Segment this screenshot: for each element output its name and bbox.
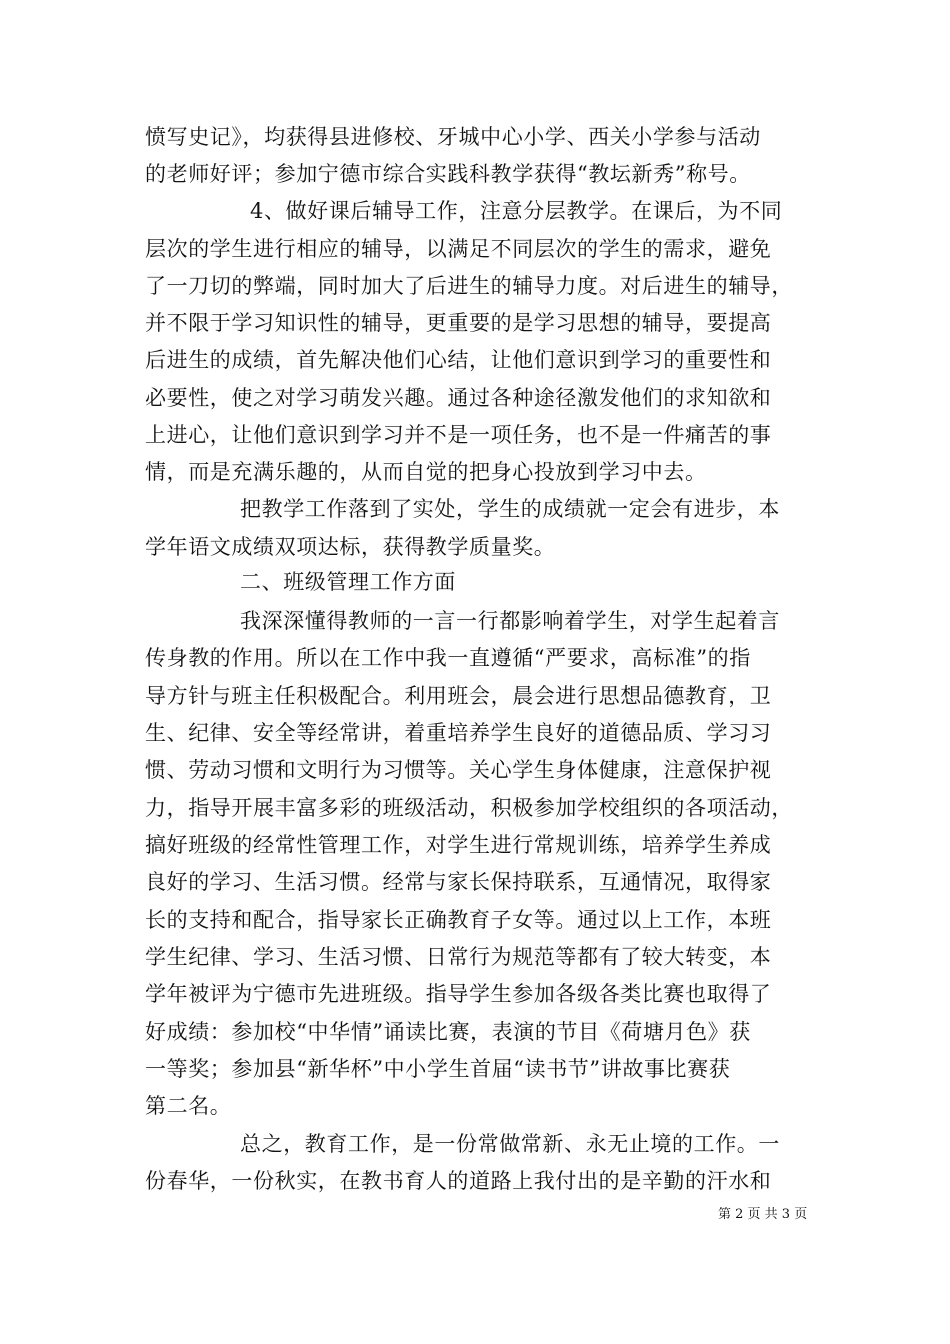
text-line: 搞好班级的经常性管理工作，对学生进行常规训练，培养学生养成	[145, 833, 772, 857]
text-line: 愤写史记》，均获得县进修校、牙城中心小学、西关小学参与活动	[145, 125, 761, 149]
text-line: 4、做好课后辅导工作，注意分层教学。在课后，为不同	[250, 199, 783, 223]
text-line: 一等奖；参加县“新华杯”中小学生首届“读书节”讲故事比赛获	[145, 1057, 731, 1081]
text-line: 情，而是充满乐趣的，从而自觉的把身心投放到学习中去。	[145, 460, 707, 484]
text-line: 总之，教育工作，是一份常做常新、永无止境的工作。一	[240, 1132, 780, 1156]
text-line: 份春华，一份秋实，在教书育人的道路上我付出的是辛勤的汗水和	[145, 1169, 772, 1193]
text-line: 的老师好评；参加宁德市综合实践科教学获得“教坛新秀”称号。	[145, 162, 751, 186]
text-line: 我深深懂得教师的一言一行都影响着学生，对学生起着言	[240, 609, 780, 633]
text-line: 并不限于学习知识性的辅导，更重要的是学习思想的辅导，要提高	[145, 311, 772, 335]
text-line: 导方针与班主任积极配合。利用班会，晨会进行思想品德教育，卫	[145, 684, 772, 708]
text-line: 良好的学习、生活习惯。经常与家长保持联系，互通情况，取得家	[145, 870, 772, 894]
text-line: 必要性，使之对学习萌发兴趣。通过各种途径激发他们的求知欲和	[145, 386, 772, 410]
text-line: 层次的学生进行相应的辅导，以满足不同层次的学生的需求，避免	[145, 237, 772, 261]
text-line: 力，指导开展丰富多彩的班级活动，积极参加学校组织的各项活动，	[145, 796, 793, 820]
text-line: 传身教的作用。所以在工作中我一直遵循“严要求，高标准”的指	[145, 646, 751, 670]
text-line: 后进生的成绩，首先解决他们心结，让他们意识到学习的重要性和	[145, 348, 772, 372]
text-line: 惯、劳动习惯和文明行为习惯等。关心学生身体健康，注意保护视	[145, 758, 772, 782]
page-number-footer: 第 2 页 共 3 页	[718, 1207, 808, 1222]
text-line: 学年语文成绩双项达标，获得教学质量奖。	[145, 535, 556, 559]
text-line: 学年被评为宁德市先进班级。指导学生参加各级各类比赛也取得了	[145, 982, 772, 1006]
text-line: 第二名。	[145, 1094, 232, 1118]
text-line: 上进心，让他们意识到学习并不是一项任务，也不是一件痛苦的事	[145, 423, 772, 447]
text-line: 生、纪律、安全等经常讲，着重培养学生良好的道德品质、学习习	[145, 721, 772, 745]
text-line: 学生纪律、学习、生活习惯、日常行为规范等都有了较大转变，本	[145, 945, 772, 969]
text-line: 长的支持和配合，指导家长正确教育子女等。通过以上工作，本班	[145, 908, 772, 932]
section-heading: 二、班级管理工作方面	[240, 570, 456, 594]
text-line: 了一刀切的弊端，同时加大了后进生的辅导力度。对后进生的辅导，	[145, 274, 793, 298]
text-line: 好成绩：参加校“中华情”诵读比赛，表演的节目《荷塘月色》获	[145, 1020, 751, 1044]
text-line: 把教学工作落到了实处，学生的成绩就一定会有进步，本	[240, 497, 780, 521]
